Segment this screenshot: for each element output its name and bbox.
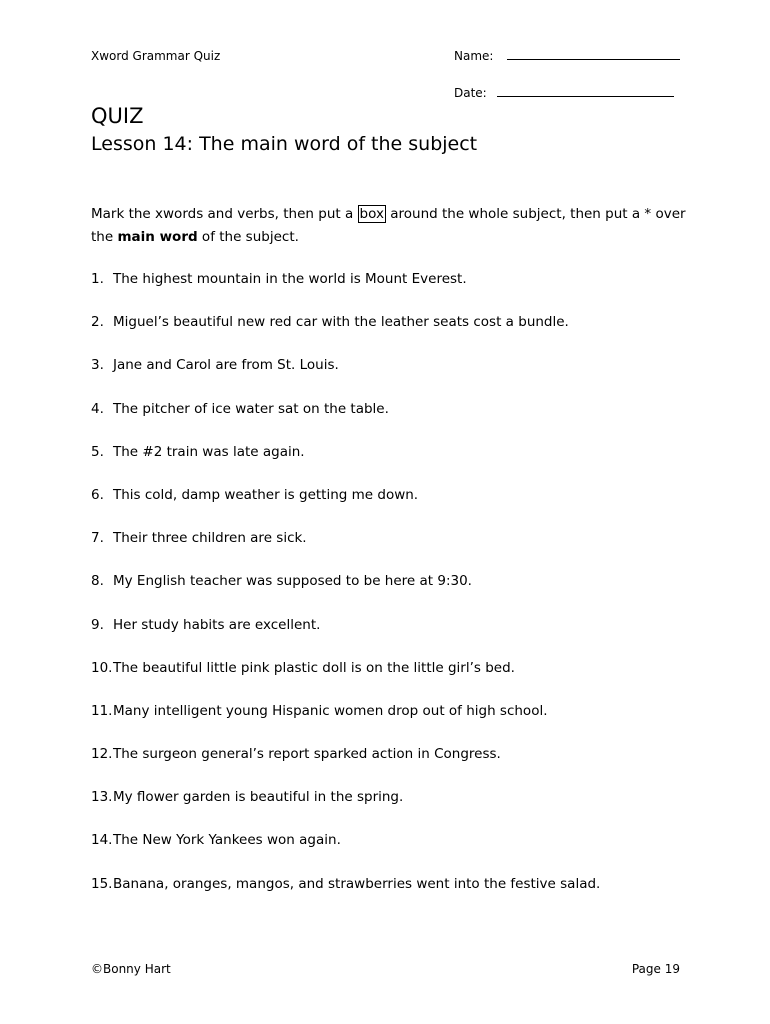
question-text: The pitcher of ice water sat on the table. bbox=[113, 400, 389, 417]
footer-copyright: ©Bonny Hart bbox=[91, 962, 171, 976]
question-item bbox=[91, 441, 691, 484]
question-text: Many intelligent young Hispanic women drop out of high school. bbox=[113, 702, 548, 719]
question-text: Her study habits are excellent. bbox=[113, 616, 321, 633]
name-field bbox=[454, 49, 680, 63]
question-item bbox=[91, 484, 691, 527]
question-number: 7. bbox=[91, 530, 104, 547]
question-text: The highest mountain in the world is Mount Everest. bbox=[113, 271, 467, 287]
question-number: 14. bbox=[91, 832, 113, 849]
question-item bbox=[91, 786, 691, 829]
question-item bbox=[91, 743, 691, 786]
question-text: My flower garden is beautiful in the spring. bbox=[113, 789, 404, 806]
question-number: 10. bbox=[91, 659, 113, 676]
question-list bbox=[91, 268, 691, 916]
lesson-title: Lesson 14: The main word of the subject bbox=[91, 133, 478, 155]
quiz-title: QUIZ bbox=[91, 104, 144, 128]
question-text: The surgeon general’s report sparked action in Congress. bbox=[113, 746, 501, 763]
name-label: Name: bbox=[454, 49, 494, 63]
question-number: 1. bbox=[91, 271, 104, 287]
question-item bbox=[91, 829, 691, 872]
question-item bbox=[91, 570, 691, 613]
question-text: The #2 train was late again. bbox=[113, 443, 305, 460]
date-blank-line bbox=[497, 86, 674, 97]
instructions-part1: Mark the xwords and verbs, then put a bbox=[91, 206, 358, 222]
question-text: Banana, oranges, mangos, and strawberries went into the festive salad. bbox=[113, 875, 601, 892]
question-item bbox=[91, 614, 691, 657]
question-number: 9. bbox=[91, 616, 104, 633]
question-item bbox=[91, 527, 691, 570]
question-number: 3. bbox=[91, 357, 104, 374]
question-text: This cold, damp weather is getting me down. bbox=[113, 486, 419, 503]
question-item bbox=[91, 268, 691, 311]
footer-page-number: Page 19 bbox=[631, 962, 680, 976]
question-text: My English teacher was supposed to be here at 9:30. bbox=[113, 573, 472, 590]
question-item bbox=[91, 873, 691, 916]
instructions-bold: main word bbox=[117, 229, 198, 245]
question-text: Jane and Carol are from St. Louis. bbox=[113, 357, 339, 374]
question-item bbox=[91, 700, 691, 743]
date-label: Date: bbox=[454, 86, 487, 100]
question-number: 12. bbox=[91, 746, 113, 763]
question-number: 15. bbox=[91, 875, 113, 892]
question-number: 5. bbox=[91, 443, 104, 460]
question-item bbox=[91, 311, 691, 354]
instructions-part3: of the subject. bbox=[197, 229, 299, 245]
question-number: 6. bbox=[91, 486, 104, 503]
question-number: 4. bbox=[91, 400, 104, 417]
date-field bbox=[454, 86, 674, 100]
question-text: The New York Yankees won again. bbox=[113, 832, 341, 849]
question-item bbox=[91, 354, 691, 397]
question-text: The beautiful little pink plastic doll is on the little girl’s bed. bbox=[113, 659, 515, 676]
header-title: Xword Grammar Quiz bbox=[91, 49, 221, 63]
question-number: 2. bbox=[91, 314, 104, 331]
question-number: 11. bbox=[91, 702, 113, 719]
question-text: Their three children are sick. bbox=[113, 530, 307, 547]
instructions-boxed-word: box bbox=[359, 206, 384, 222]
instructions-part2: around the whole subject, then put a * over the bbox=[91, 206, 686, 245]
question-item bbox=[91, 398, 691, 441]
name-blank-line bbox=[507, 49, 680, 60]
question-item bbox=[91, 657, 691, 700]
question-number: 13. bbox=[91, 789, 113, 806]
question-text: Miguel’s beautiful new red car with the leather seats cost a bundle. bbox=[113, 314, 569, 331]
instructions bbox=[91, 203, 691, 249]
question-number: 8. bbox=[91, 573, 104, 590]
